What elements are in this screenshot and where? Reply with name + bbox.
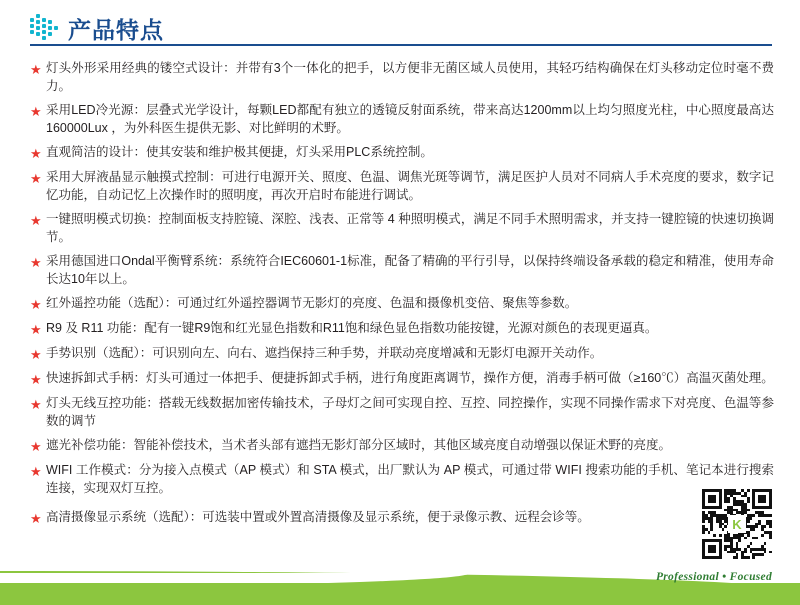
list-item-text: 红外遥控功能（选配）：可通过红外遥控器调节无影灯的亮度、色温和摄像机变倍、聚焦等参数。: [46, 296, 578, 310]
star-icon: ★: [30, 511, 42, 526]
dot-matrix-logo-icon: [30, 14, 60, 42]
list-item: [30, 345, 774, 363]
list-item: [30, 395, 774, 430]
list-item-text: 遮光补偿功能：智能补偿技术，当术者头部有遮挡无影灯部分区域时，其他区域亮度自动增强以保证术野的亮度。: [46, 438, 672, 452]
star-icon: ★: [30, 439, 42, 454]
footer-tagline: Professional • Focused: [655, 571, 772, 583]
list-item: [30, 370, 774, 388]
list-item: [30, 437, 774, 455]
list-item-text: 采用大屏液晶显示触摸式控制：可进行电源开关、照度、色温、调焦光斑等调节，满足医护人员对不同病人手术亮度的要求，数字记忆功能，自动记忆上次操作时的照明度，再次开启时布能进行调试。: [46, 170, 774, 202]
star-icon: ★: [30, 464, 42, 479]
list-item: [30, 169, 774, 204]
list-item: [30, 60, 774, 95]
list-item-text: 灯头外形采用经典的镂空式设计：并带有3个一体化的把手，以方便非无菌区域人员使用，其轻巧结构确保在灯头移动定位时毫不费力。: [46, 61, 774, 93]
list-item-text: 采用LED冷光源：层叠式光学设计，每颗LED都配有独立的透镜反射面系统，带来高达1200mm以上均匀照度光柱，中心照度最高达 160000Lux ，为外科医生提供无影、对比鲜明的术野。: [46, 103, 774, 135]
list-item: [30, 320, 774, 338]
list-item-text: 灯头无线互控功能：搭载无线数据加密传输技术，子母灯之间可实现自控、互控、同控操作，实现不同操作需求下对亮度、色温等参数的调节: [46, 396, 774, 428]
title-divider: [30, 44, 772, 46]
star-icon: ★: [30, 347, 42, 362]
star-icon: ★: [30, 397, 42, 412]
qr-code-center-logo: [728, 515, 746, 533]
page-title: 产品特点: [68, 17, 164, 43]
star-icon: ★: [30, 255, 42, 270]
header-row: [30, 14, 800, 42]
page-footer: [0, 571, 800, 605]
qr-code-center-letter: K: [732, 516, 742, 532]
star-icon: ★: [30, 171, 42, 186]
star-icon: ★: [30, 322, 42, 337]
star-icon: ★: [30, 104, 42, 119]
star-icon: ★: [30, 62, 42, 77]
list-item-text: R9 及 R11 功能：配有一键R9饱和红光显色指数和R11饱和绿色显色指数功能按键，光源对颜色的表现更逼真。: [46, 321, 658, 335]
star-icon: ★: [30, 297, 42, 312]
list-item: [30, 144, 774, 162]
list-item-text: 快速拆卸式手柄：灯头可通过一体把手、便捷拆卸式手柄，进行角度距离调节，操作方便，消毒手柄可做（≥160℃）高温灭菌处理。: [46, 371, 774, 385]
star-icon: ★: [30, 146, 42, 161]
list-item-text: 直观简洁的设计：使其安装和维护极其便捷，灯头采用PLC系统控制。: [46, 145, 433, 159]
list-item: [30, 295, 774, 313]
list-item-text: 高清摄像显示系统（选配）：可选装中置或外置高清摄像及显示系统，便于录像示教、远程会诊等。: [46, 510, 590, 524]
qr-code: [700, 487, 774, 561]
list-item: [30, 211, 774, 246]
list-item: [30, 102, 774, 137]
list-item-text: 手势识别（选配）：可识别向左、向右、遮挡保持三种手势，并联动亮度增减和无影灯电源开关动作。: [46, 346, 603, 360]
footer-bar: [0, 583, 800, 605]
list-item: [30, 509, 774, 527]
list-item-text: WIFI 工作模式：分为接入点模式（AP 模式）和 STA 模式，出厂默认为 AP 模式，可通过带 WIFI 搜索功能的手机、笔记本进行搜索连接，实现双灯互控。: [46, 463, 774, 495]
star-icon: ★: [30, 213, 42, 228]
feature-list: [0, 46, 800, 527]
list-item: [30, 253, 774, 288]
page-header: [0, 0, 800, 46]
list-item: [30, 462, 774, 497]
list-item-text: 一键照明模式切换：控制面板支持腔镜、深腔、浅表、正常等 4 种照明模式，满足不同手术照明需求，并支持一键腔镜的快速切换调节。: [46, 212, 774, 244]
qr-code-matrix: [702, 489, 772, 559]
list-item-text: 采用德国进口Ondal平衡臂系统：系统符合IEC60601-1标准，配备了精确的平行引导，以保持终端设备承载的稳定和精准，使用寿命长达10年以上。: [46, 254, 774, 286]
star-icon: ★: [30, 372, 42, 387]
